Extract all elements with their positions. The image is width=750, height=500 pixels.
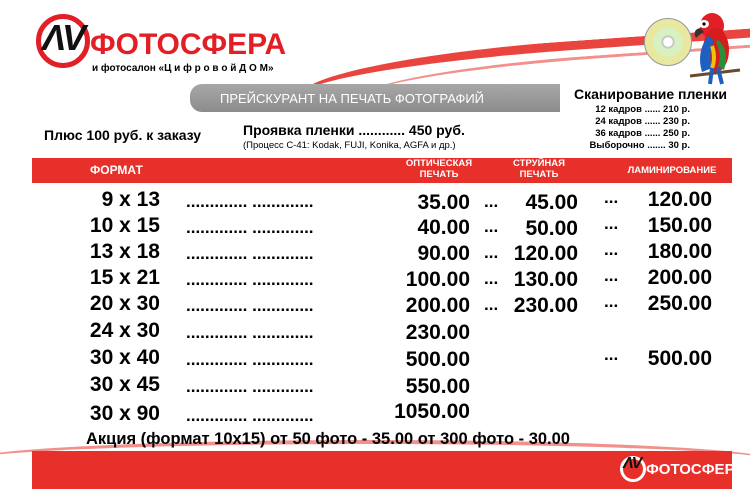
row-lamination-price: 200.00: [647, 266, 712, 289]
footer-logo: [620, 454, 745, 486]
logo-emblem-glyph: ΛV: [42, 17, 83, 58]
row-lamination-price: 150.00: [647, 214, 712, 237]
row-inkjet-price: 120.00: [513, 242, 578, 265]
price-row: [0, 346, 750, 372]
promo-text: Акция (формат 10x15) от 50 фото - 35.00 от 300 фото - 30.00: [86, 430, 570, 448]
row-dots-lamination: ...: [604, 188, 619, 207]
film-development-price: Проявка пленки ............ 450 руб.: [243, 122, 465, 138]
row-dots-inkjet: ...: [484, 295, 499, 314]
scanning-title: Сканирование пленки: [574, 86, 728, 102]
price-row: [0, 319, 750, 345]
row-format: 30 x 45: [89, 373, 160, 396]
footer-logo-glyph: ΛV: [623, 455, 641, 472]
row-optical-price: 200.00: [405, 294, 470, 317]
row-format: 13 x 18: [89, 240, 160, 263]
row-dots-lamination: ...: [604, 240, 619, 259]
brand-title: ФОТОСФЕРА: [90, 28, 287, 61]
row-dots-inkjet: ...: [484, 269, 499, 288]
row-optical-price: 550.00: [405, 375, 470, 398]
header-format: ФОРМАТ: [90, 163, 143, 177]
row-inkjet-price: 50.00: [525, 217, 578, 240]
row-format: 20 x 30: [89, 292, 160, 315]
row-optical-price: 35.00: [417, 191, 470, 214]
row-dots: ............. .............: [186, 323, 314, 342]
row-optical-price: 40.00: [417, 216, 470, 239]
price-row: [0, 402, 750, 428]
row-optical-price: 100.00: [405, 268, 470, 291]
row-dots: ............. .............: [186, 406, 314, 425]
price-row: [0, 214, 750, 240]
row-inkjet-price: 230.00: [513, 294, 578, 317]
row-inkjet-price: 45.00: [525, 191, 578, 214]
brand-logo: [36, 12, 286, 78]
parrot-icon: [682, 6, 742, 86]
header-lamination: ЛАМИНИРОВАНИЕ: [627, 165, 717, 176]
row-format: 10 x 15: [89, 214, 160, 237]
row-dots-inkjet: ...: [484, 192, 499, 211]
row-format: 30 x 90: [89, 402, 160, 425]
row-dots: ............. .............: [186, 350, 314, 369]
scanning-row: 36 кадров ...... 250 р.: [595, 128, 690, 139]
row-dots: ............. .............: [186, 270, 314, 289]
row-inkjet-price: 130.00: [513, 268, 578, 291]
row-dots: ............. .............: [186, 192, 314, 211]
row-dots-lamination: ...: [604, 345, 619, 364]
scanning-row: Выборочно ....... 30 р.: [589, 140, 690, 151]
row-dots-lamination: ...: [604, 266, 619, 285]
row-dots: ............. .............: [186, 244, 314, 263]
row-optical-price: 500.00: [405, 348, 470, 371]
price-row: [0, 240, 750, 266]
row-format: 9 x 13: [101, 188, 160, 211]
row-dots-inkjet: ...: [484, 243, 499, 262]
row-dots: ............. .............: [186, 296, 314, 315]
order-surcharge: Плюс 100 руб. к заказу: [44, 127, 202, 143]
scanning-row: 12 кадров ...... 210 р.: [595, 104, 690, 115]
row-format: 30 x 40: [89, 346, 160, 369]
row-optical-price: 230.00: [405, 321, 470, 344]
row-dots-inkjet: ...: [484, 217, 499, 236]
row-lamination-price: 120.00: [647, 188, 712, 211]
price-row: [0, 373, 750, 399]
price-row: [0, 266, 750, 292]
film-development-note: (Процесс C-41: Kodak, FUJI, Konika, AGFA и др.): [243, 140, 456, 151]
price-row: [0, 188, 750, 214]
footer-logo-title: ФОТОСФЕРА: [646, 461, 745, 478]
row-dots-lamination: ...: [604, 292, 619, 311]
row-dots: ............. .............: [186, 377, 314, 396]
header-inkjet: СТРУЙНАЯ ПЕЧАТЬ: [513, 158, 565, 180]
pricelist-banner-text: ПРЕЙСКУРАНТ НА ПЕЧАТЬ ФОТОГРАФИЙ: [220, 91, 485, 106]
pricelist-banner: [190, 84, 560, 112]
header-optical: ОПТИЧЕСКАЯ ПЕЧАТЬ: [405, 158, 473, 180]
row-dots: ............. .............: [186, 218, 314, 237]
scanning-row: 24 кадров ...... 230 р.: [595, 116, 690, 127]
row-optical-price: 1050.00: [394, 400, 470, 423]
row-dots-lamination: ...: [604, 214, 619, 233]
row-lamination-price: 250.00: [647, 292, 712, 315]
brand-subtitle: и фотосалон «Ц и ф р о в о й Д О М»: [92, 63, 274, 74]
row-format: 15 x 21: [89, 266, 160, 289]
row-lamination-price: 500.00: [647, 347, 712, 370]
price-row: [0, 292, 750, 318]
row-lamination-price: 180.00: [647, 240, 712, 263]
row-optical-price: 90.00: [417, 242, 470, 265]
row-format: 24 x 30: [89, 319, 160, 342]
